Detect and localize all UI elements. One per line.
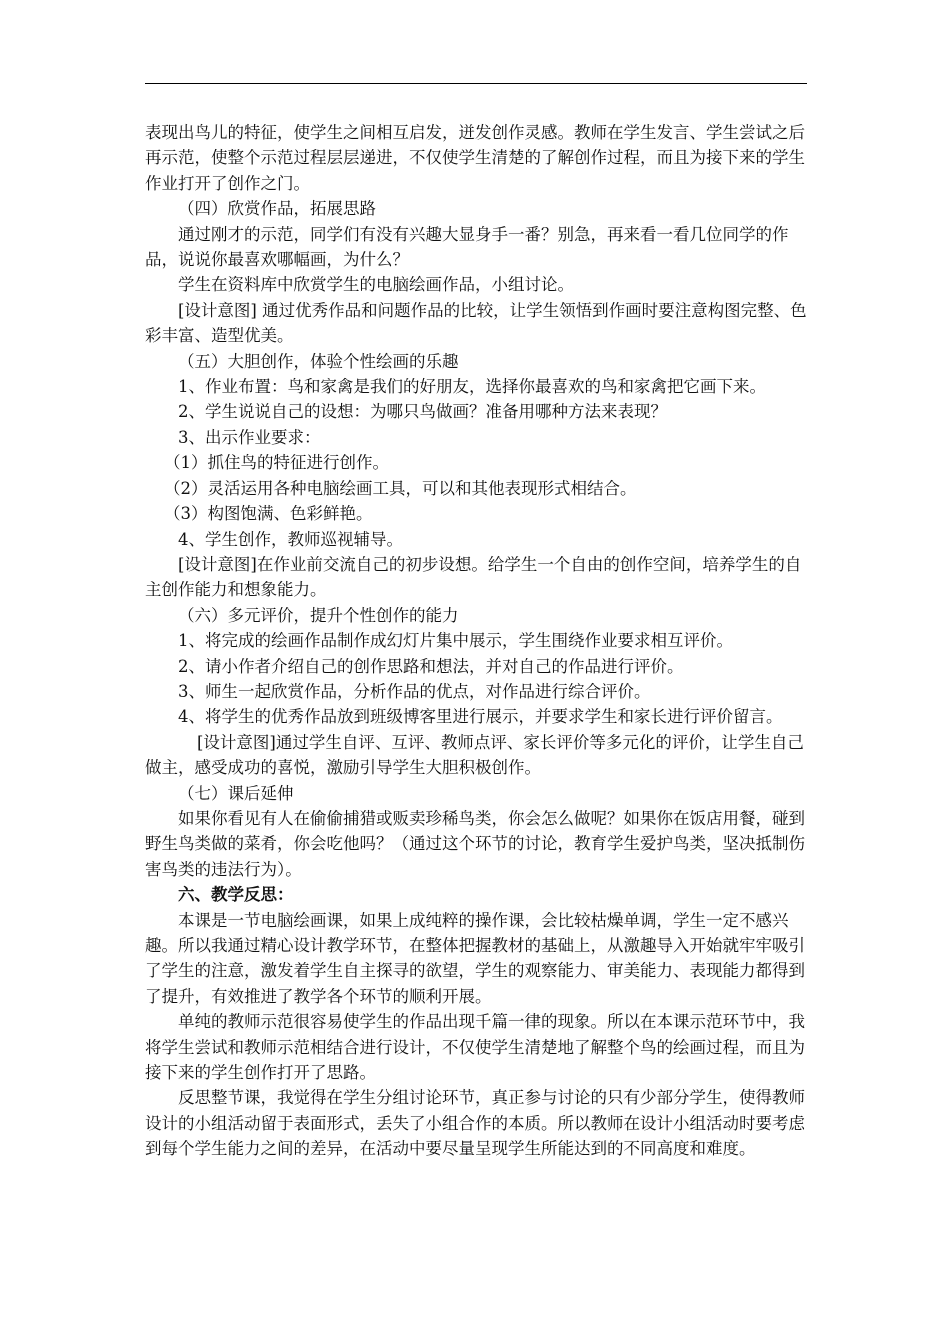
paragraph: 通过刚才的示范，同学们有没有兴趣大显身手一番？别急，再来看一看几位同学的作品，说说你最喜欢哪幅画，为什么？ <box>145 224 789 270</box>
design-intent-paragraph: [设计意图]通过学生自评、互评、教师点评、家长评价等多元化的评价，让学生自己做主，感受成功的喜悦，激励引导学生大胆积极创作。 <box>145 732 804 778</box>
list-item: 2、学生说说自己的设想：为哪只鸟做画？准备用哪种方法来表现？ <box>178 402 667 422</box>
section-heading: （七）课后延伸 <box>178 783 294 803</box>
paragraph: 单纯的教师示范很容易使学生的作品出现千篇一律的现象。所以在本课示范环节中，我将学生尝试和教师示范相结合进行设计，不仅使学生清楚地了解整个鸟的绘画过程，而且为接下来的学生创作打开了思路。 <box>145 1012 805 1083</box>
list-item: 1、将完成的绘画作品制作成幻灯片集中展示，学生围绕作业要求相互评价。 <box>178 631 733 651</box>
list-item: 1、作业布置：鸟和家禽是我们的好朋友，选择你最喜欢的鸟和家禽把它画下来。 <box>178 377 766 397</box>
section-heading: （五）大胆创作，体验个性绘画的乐趣 <box>178 351 459 371</box>
sub-list-item: （3）构图饱满、色彩鲜艳。 <box>164 504 373 524</box>
paragraph: 表现出鸟儿的特征，使学生之间相互启发，迸发创作灵感。教师在学生发言、学生尝试之后再示范，使整个示范过程层层递进，不仅使学生清楚的了解创作过程，而且为接下来的学生作业打开了创作之门。 <box>145 123 805 193</box>
document-body <box>145 120 807 1162</box>
sub-list-item: （1）抓住鸟的特征进行创作。 <box>164 453 389 473</box>
section-heading: （四）欣赏作品，拓展思路 <box>178 199 376 219</box>
list-item: 2、请小作者介绍自己的创作思路和想法，并对自己的作品进行评价。 <box>178 656 684 676</box>
design-intent-paragraph: [设计意图]在作业前交流自己的初步设想。给学生一个自由的创作空间，培养学生的自主创作能力和想象能力。 <box>145 554 802 600</box>
paragraph: 如果你看见有人在偷偷捕猎或贩卖珍稀鸟类，你会怎么做呢？如果你在饭店用餐，碰到野生鸟类做的菜肴，你会吃他吗？（通过这个环节的讨论，教育学生爱护鸟类，坚决抵制伤害鸟类的违法行为）。 <box>145 808 805 879</box>
list-item: 4、学生创作，教师巡视辅导。 <box>178 529 403 549</box>
list-item: 4、将学生的优秀作品放到班级博客里进行展示，并要求学生和家长进行评价留言。 <box>178 707 783 727</box>
paragraph: 本课是一节电脑绘画课，如果上成纯粹的操作课，会比较枯燥单调，学生一定不感兴趣。所以我通过精心设计教学环节，在整体把握教材的基础上，从激趣导入开始就牢牢吸引了学生的注意，激发着学生自主探寻的欲望，学生的观察能力、审美能力、表现能力都得到了提升，有效推进了教学各个环节的顺利开展。 <box>145 910 805 1006</box>
chapter-heading: 六、教学反思： <box>178 885 294 905</box>
section-heading: （六）多元评价，提升个性创作的能力 <box>178 605 459 625</box>
list-item: 3、出示作业要求： <box>178 427 321 447</box>
paragraph: 反思整节课，我觉得在学生分组讨论环节，真正参与讨论的只有少部分学生，使得教师设计的小组活动留于表面形式，丢失了小组合作的本质。所以教师在设计小组活动时要考虑到每个学生能力之间的差异，在活动中要尽量呈现学生所能达到的不同高度和难度。 <box>145 1088 805 1159</box>
sub-list-item: （2）灵活运用各种电脑绘画工具，可以和其他表现形式相结合。 <box>164 478 637 498</box>
list-item: 3、师生一起欣赏作品，分析作品的优点，对作品进行综合评价。 <box>178 681 651 701</box>
header-rule <box>145 83 807 84</box>
design-intent-paragraph: [设计意图] 通过优秀作品和问题作品的比较，让学生领悟到作画时要注意构图完整、色彩丰富、造型优美。 <box>145 300 807 346</box>
paragraph: 学生在资料库中欣赏学生的电脑绘画作品，小组讨论。 <box>178 275 574 295</box>
